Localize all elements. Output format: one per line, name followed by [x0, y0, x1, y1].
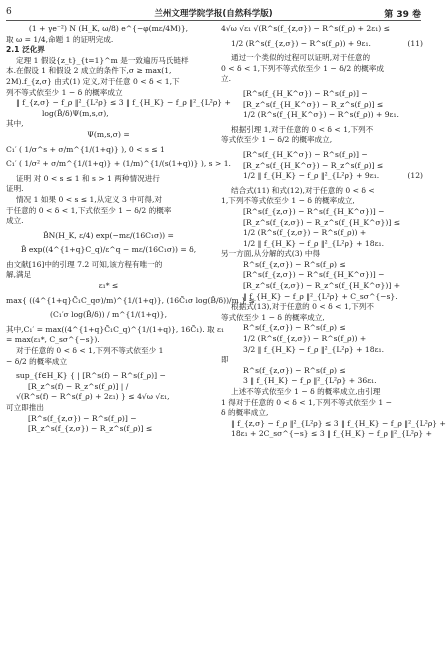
text-line: 对于任意的 0 < δ < 1,下列不等式依至少 1 — [16, 346, 164, 356]
theorem-heading: 定理 1 假设{z_t}_{t=1}^m 是一致遍历马氏链样 — [16, 55, 189, 65]
text-line: 取 ω = 1/4,命题 1 的证明完成. — [6, 34, 114, 44]
formula-line: [R^s(f_{H_K^σ}) − R^s(f_ρ)] − — [243, 149, 368, 159]
formula-line: [R^s(f_{z,σ}) − R^s(f_{H_K^σ})] − — [243, 270, 385, 280]
formula-line: ε₁* ≤ — [98, 281, 119, 291]
formula-line: R^s(f_{z,σ}) − R^s(f_ρ) ≤ — [243, 365, 346, 375]
text-line: 其中, — [6, 119, 24, 129]
text-line: = max(ε₁*, C_sσ^{−s}). — [6, 335, 100, 345]
text-line: 通过一个类似的过程可以证明,对于任意的 — [231, 53, 371, 63]
formula-line: 1/2 ‖ f_{H_K} − f_ρ ‖²_{L²ρ} + 18ε₁. — [243, 238, 384, 248]
text-line: 等式依至少 1 − δ 的概率成立, — [221, 312, 325, 322]
equation-number: (11) — [407, 38, 423, 48]
formula-line: R^s(f_{z,σ}) − R^s(f_ρ) ≤ — [243, 259, 346, 269]
text-line: 0 < δ < 1,下列不等式依至少 1 − δ/2 的概率成 — [221, 63, 384, 73]
text-line: 根据式(13),对于任意的 0 < δ < 1,下列不 — [231, 302, 374, 312]
formula-line: [R_z^s(f_{H_K^σ}) − R_z^s(f_ρ)] ≤ — [243, 160, 384, 170]
text-line: 证明. — [6, 184, 24, 194]
equation-12 — [221, 171, 423, 182]
equation-11 — [221, 39, 423, 50]
formula-line: sup_{f∈H_K} { | [R^s(f) − R^s(f_ρ)] − — [16, 371, 166, 381]
formula-case: C₁′ ( 1/σ^s + σ/m^{1/(1+q)} ), 0 < s ≤ 1 — [6, 144, 165, 154]
text-line: 本.在假设 1 和假设 2 成立的条件下,σ ≥ max(1, — [6, 66, 172, 76]
text-line: 其中,C₁′ = max((4^{1+q}C̃₁C_q)^{1/(1+q)}, 16C̃₁). 取 ε₁ — [6, 324, 225, 334]
text-line: 根据引理 1,对于任意的 0 < δ < 1,下列不 — [231, 124, 374, 134]
text-line: 可立即推出 — [6, 403, 44, 412]
formula-line: [R_z^s(f) − R_z^s(f_ρ)] | / — [28, 381, 129, 391]
formula-line: 1/2 (R^s(f_{z,σ}) − R^s(f_ρ)) + — [243, 334, 367, 344]
left-column — [6, 24, 255, 435]
text-line: 由文献[16]中的引理 7.2 可知,该方程有唯一的 — [6, 259, 163, 269]
formula-line: [R_z^s(f_{z,σ}) − R_z^s(f_{H_K^σ})] + — [243, 281, 401, 291]
volume-label: 第 39 卷 — [384, 10, 421, 20]
formula-line: 4√ω √ε₁ √(R^s(f_{z,σ}) − R^s(f_ρ) + 2ε₁) ≤ — [221, 24, 390, 33]
formula-line: [R_z^s(f_{z,σ}) − R_z^s(f_ρ)] ≤ — [28, 424, 153, 434]
right-column — [221, 24, 446, 440]
formula-case: C₁′ ( 1/σ² + σ/m^{1/(1+q)} + (1/m)^{1/(s(1+q))} ), s > 1. — [6, 159, 231, 169]
text-line: 1,下列不等式依至少 1 − δ 的概率成立, — [221, 196, 355, 206]
formula-line: B̂N(H_K, ε/4) exp(−mε/(16C₁σ)) = — [43, 230, 174, 240]
proof-heading: 证明 对 0 < s ≤ 1 和 s > 1 两种情况进行 — [16, 173, 160, 183]
text-line: 2M).f_{z,σ} 由式(1) 定义,对于任意 0 < δ < 1,下 — [6, 76, 180, 86]
formula-line: [R_z^s(f_{z,σ}) − R_z^s(f_{H_K^σ})] ≤ — [243, 217, 401, 227]
text-line: (1 + γe⁻²) N (H_K, ω/8) e^{−φ(mε/4M)}, — [28, 24, 189, 33]
formula-line: [R^s(f_{z,σ}) − R^s(f_ρ)] − — [28, 413, 137, 423]
formula-line: Ψ(m,s,σ) = — [87, 129, 130, 139]
formula-line: 18ε₁ + 2C_sσ^{−s} ≤ 3 ‖ f_{H_K} − f_ρ ‖²_{L²ρ} + — [231, 429, 432, 439]
text-line: 于任意的 0 < δ < 1,下式依至少 1 − δ/2 的概率 — [6, 205, 172, 215]
formula-line: max{ ((4^{1+q}C̃₁C_qσ)/m)^{1/(1+q)}, (16C̃₁σ log(B̂/δ))/m } ≤ — [6, 295, 255, 305]
formula-line: ‖ f_{z,σ} − f_ρ ‖²_{L²ρ} ≤ 3 ‖ f_{H_K} − f_ρ ‖²_{L²ρ} + — [231, 418, 446, 428]
text-line: 1 得对于任意的 0 < δ < 1,下列不等式依至少 1 − — [221, 397, 393, 407]
formula-line: [R^s(f_{z,σ}) − R^s(f_{H_K^σ})] − — [243, 206, 385, 216]
formula-line: 1/2 (R^s(f_{z,σ}) − R^s(f_ρ)) + 9ε₁. — [231, 38, 371, 48]
text-line: δ 的概率成立, — [221, 408, 269, 418]
formula-line: 1/2 (R^s(f_{z,σ}) − R^s(f_ρ)) + — [243, 228, 367, 238]
text-line: 成立. — [6, 216, 24, 226]
text-line: − δ/2 的概率成立 — [6, 356, 68, 366]
formula-line: R^s(f_{z,σ}) − R^s(f_ρ) ≤ — [243, 323, 346, 333]
header-rule — [6, 20, 421, 21]
text-line: 上述不等式依至少 1 − δ 的概率成立,由引理 — [231, 387, 381, 396]
formula-line: 1/2 ‖ f_{H_K} − f_ρ ‖²_{L²ρ} + 9ε₁. — [243, 171, 380, 181]
page-number: 6 — [6, 7, 12, 17]
text-line: 即 — [221, 355, 229, 365]
formula-line: ‖ f_{z,σ} − f_ρ ‖²_{L²ρ} ≤ 3 ‖ f_{H_K} − f_ρ ‖²_{L²ρ} + — [16, 98, 231, 108]
text-line: 解,满足 — [6, 270, 32, 280]
formula-line: ‖ f_{H_K} − f_ρ ‖²_{L²ρ} + C_sσ^{−s}. — [243, 291, 398, 301]
formula-line: 3/2 ‖ f_{H_K} − f_ρ ‖²_{L²ρ} + 18ε₁. — [243, 344, 384, 354]
text-line: 另一方面,从分解的式(3) 中得 — [221, 249, 321, 259]
journal-title: 兰州文理学院学报(自然科学版) — [154, 9, 273, 19]
case-heading: 情况 1 如果 0 < s ≤ 1,从定义 3 中可得,对 — [16, 194, 163, 204]
formula-line: [R^s(f_{H_K^σ}) − R^s(f_ρ)] − — [243, 88, 368, 98]
text-line: 立. — [221, 74, 232, 84]
formula-line: √(R^s(f) − R^s(f_ρ) + 2ε₁) } ≤ 4√ω √ε₁, — [16, 392, 170, 402]
formula-line: B̂ exp((4^{1+q}C_q)/ε^q − mε/(16C₁σ)) = δ, — [20, 245, 197, 255]
formula-line: [R_z^s(f_{H_K^σ}) − R_z^s(f_ρ)] ≤ — [243, 99, 384, 109]
equation-number: (12) — [407, 171, 423, 181]
section-heading: 2.1 泛化界 — [6, 45, 45, 55]
formula-line: 3 ‖ f_{H_K} − f_ρ ‖²_{L²ρ} + 36ε₁. — [243, 376, 377, 386]
formula-line: 1/2 (R^s(f_{H_K^σ}) − R^s(f_ρ)) + 9ε₁. — [243, 110, 399, 120]
text-line: 等式依至少 1 − δ/2 的概率成立, — [221, 135, 333, 145]
formula-line: log(B̂/δ)Ψ(m,s,σ), — [42, 108, 109, 118]
text-line: 结合式(11) 和式(12),对于任意的 0 < δ < — [231, 185, 375, 195]
formula-line: (C₁′σ log(B̂/δ)) / m^{1/(1+q)}, — [50, 310, 167, 320]
text-line: 列不等式依至少 1 − δ 的概率成立 — [6, 87, 123, 97]
